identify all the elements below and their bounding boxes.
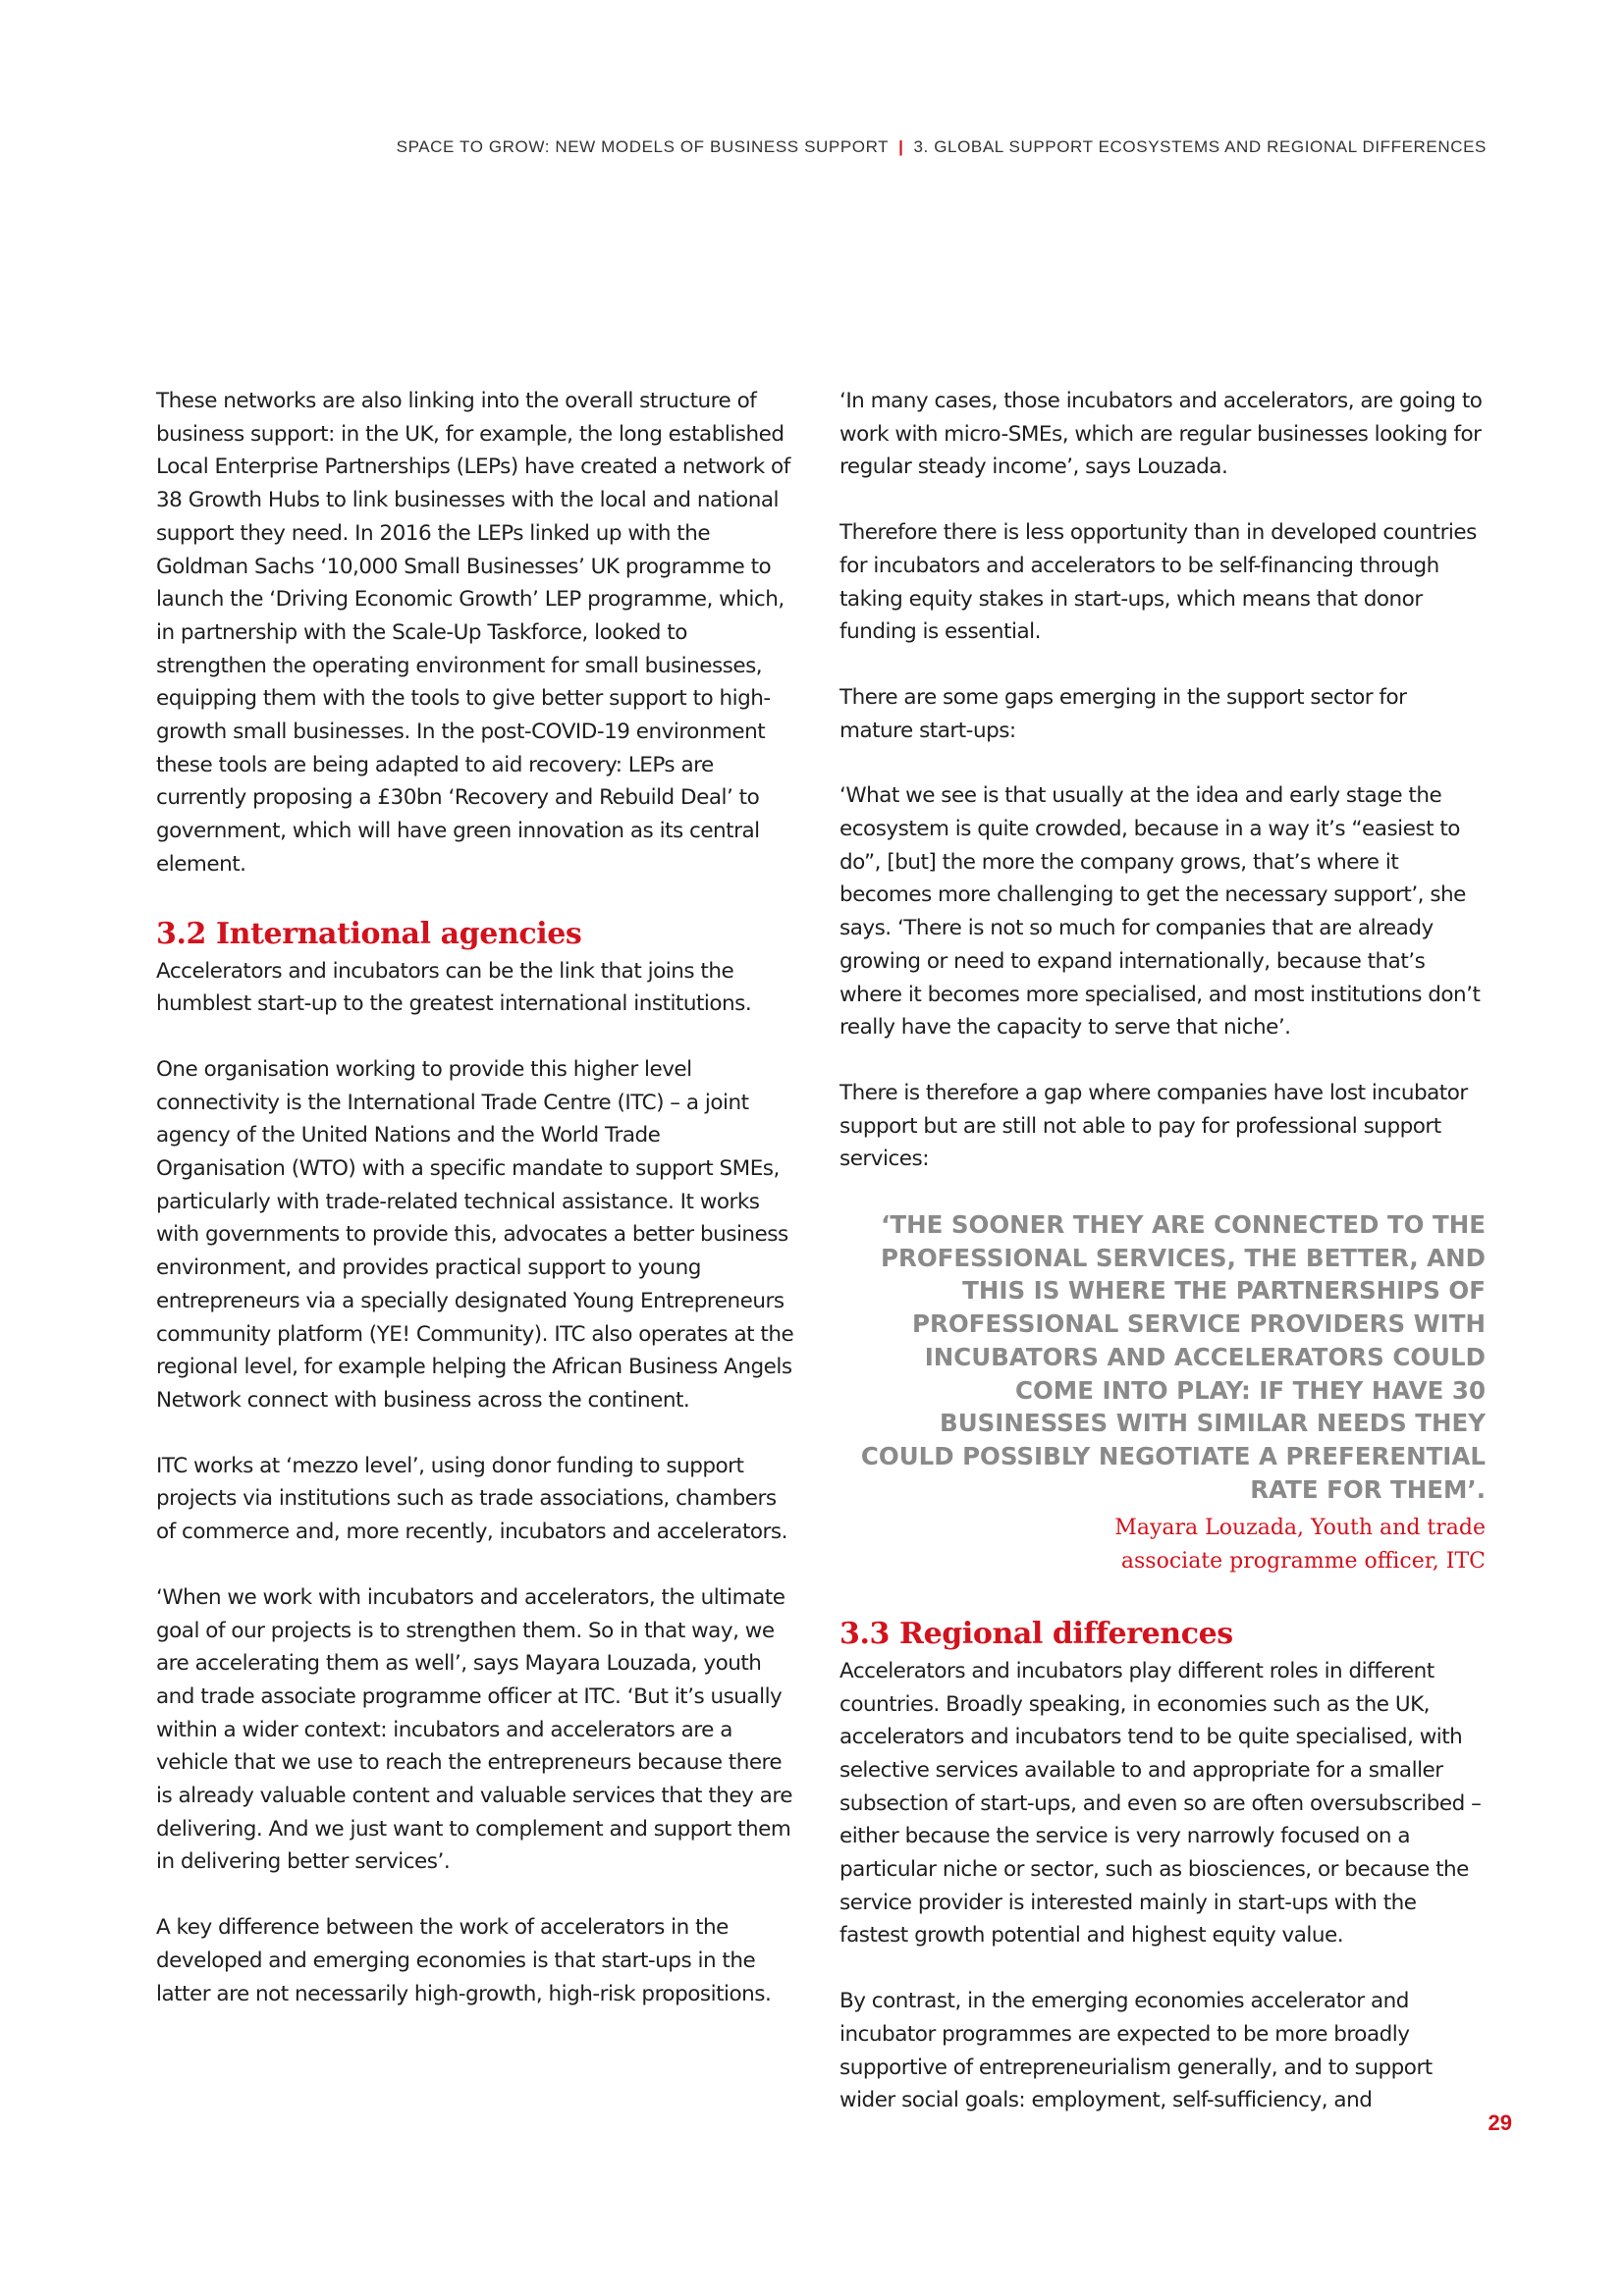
attribution-line: associate programme officer, ITC bbox=[1120, 1549, 1486, 1575]
paragraph: There are some gaps emerging in the support sector for mature start-ups: bbox=[839, 684, 1407, 743]
page-number: 29 bbox=[1488, 2110, 1512, 2135]
header-separator: | bbox=[898, 137, 904, 156]
paragraph: One organisation working to provide this higher level connectivity is the International Trade Centre (ITC) – a joint agency of the United Nations and the World Trade Organisation (WTO) with a specific mandate to support SMEs, particularly with trade-related technical assistance. It works with governments to provide this, advocates a better business environment, and provides practical support to young entrepreneurs via a specially designated Young Entrepreneurs community platform (YE! Community). ITC also operates at the regional level, for example helping the African Business Angels Network connect with business across the continent. bbox=[156, 1056, 794, 1413]
header-doc-title: SPACE TO GROW: NEW MODELS OF BUSINESS SUPPORT bbox=[396, 137, 890, 156]
attribution-line: Mayara Louzada, Youth and trade bbox=[1114, 1516, 1486, 1541]
quote-attribution bbox=[839, 1512, 1486, 1577]
paragraph: ITC works at ‘mezzo level’, using donor funding to support projects via institutions such as trade associations, chambers of commerce and, more recently, incubators and accelerators. bbox=[156, 1453, 787, 1545]
header-chapter: 3. GLOBAL SUPPORT ECOSYSTEMS AND REGIONAL DIFFERENCES bbox=[913, 137, 1487, 156]
pull-quote: ‘THE SOONER THEY ARE CONNECTED TO THE PROFESSIONAL SERVICES, THE BETTER, AND THIS IS WHERE THE PARTNERSHIPS OF PROFESSIONAL SERVICE PROVIDERS WITH INCUBATORS AND ACCELERATORS COULD COME INTO PLAY: IF THEY HAVE 30 BUSINESSES WITH SIMILAR NEEDS THEY COULD POSSIBLY NEGOTIATE A PREFERENTIAL RATE FOR THEM’. bbox=[860, 1210, 1486, 1504]
paragraph: A key difference between the work of accelerators in the developed and emerging economies is that start-ups in the latter are not necessarily high-growth, high-risk propositions. bbox=[156, 1915, 772, 2006]
paragraph: ‘What we see is that usually at the idea and early stage the ecosystem is quite crowded, because in a way it’s “easiest to do”, [but] the more the company grows, that’s where it becomes more challenging to get the necessary support’, she says. ‘There is not so much for companies that are already growing or need to expand internationally, because that’s where it becomes more specialised, and most institutions don’t really have the capacity to serve that niche’. bbox=[839, 783, 1481, 1041]
running-header bbox=[397, 137, 1487, 157]
right-column bbox=[839, 385, 1486, 2150]
section-heading-regional-differences: 3.3 Regional differences bbox=[839, 1616, 1233, 1651]
paragraph: Accelerators and incubators can be the link that joins the humblest start-up to the greatest international institutions. bbox=[156, 958, 752, 1017]
left-column bbox=[156, 385, 794, 2043]
paragraph: Therefore there is less opportunity than in developed countries for incubators and accelerators to be self-financing through taking equity stakes in start-ups, which means that donor funding is essential. bbox=[839, 520, 1477, 645]
paragraph: These networks are also linking into the overall structure of business support: in the UK, for example, the long established Local Enterprise Partnerships (LEPs) have created a network of 38 Growth Hubs to link businesses with the local and national support they need. In 2016 the LEPs linked up with the Goldman Sachs ‘10,000 Small Businesses’ UK programme to launch the ‘Driving Economic Growth’ LEP programme, which, in partnership with the Scale-Up Taskforce, looked to strengthen the operating environment for small businesses, equipping them with the tools to give better support to high-growth small businesses. In the post-COVID-19 environment these tools are being adapted to aid recovery: LEPs are currently proposing a £30bn ‘Recovery and Rebuild Deal’ to government, which will have green innovation as its central element. bbox=[156, 389, 790, 877]
section-heading-international-agencies: 3.2 International agencies bbox=[156, 916, 582, 951]
paragraph: By contrast, in the emerging economies accelerator and incubator programmes are expected to be more broadly supportive of entrepreneurialism generally, and to support wider social goals: employment, self-sufficiency, and bbox=[839, 1989, 1433, 2113]
paragraph: Accelerators and incubators play different roles in different countries. Broadly speaking, in economies such as the UK, accelerators and incubators tend to be quite specialised, with selective services available to and appropriate for a smaller subsection of start-ups, and even so are often oversubscribed – either because the service is very narrowly focused on a particular niche or sector, such as biosciences, or because the service provider is interested mainly in start-ups with the fastest growth potential and highest equity value. bbox=[839, 1658, 1482, 1949]
paragraph: ‘In many cases, those incubators and accelerators, are going to work with micro-SMEs, which are regular businesses looking for regular steady income’, says Louzada. bbox=[839, 389, 1483, 480]
paragraph: There is therefore a gap where companies have lost incubator support but are still not able to pay for professional support services: bbox=[839, 1080, 1468, 1172]
paragraph: ‘When we work with incubators and accelerators, the ultimate goal of our projects is to strengthen them. So in that way, we are accelerating them as well’, says Mayara Louzada, youth and trade associate programme officer at ITC. ‘But it’s usually within a wider context: incubators and accelerators are a vehicle that we use to reach the entrepreneurs because there is already valuable content and valuable services that they are delivering. And we just want to complement and support them in delivering better services’. bbox=[156, 1584, 792, 1875]
